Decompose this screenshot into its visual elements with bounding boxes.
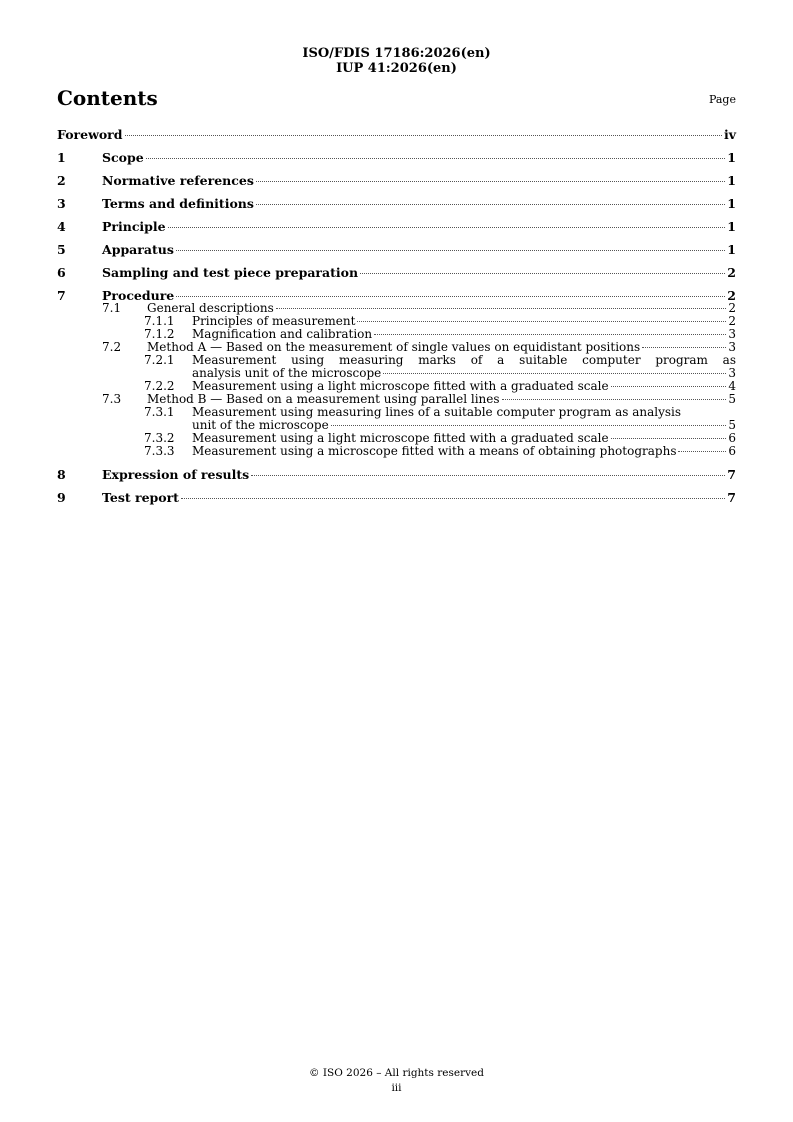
dot-leader	[276, 308, 727, 309]
toc-entry-number: 7.2.1	[144, 353, 175, 367]
toc-entry-page: 5	[728, 418, 736, 432]
toc-entry-page: 5	[728, 392, 736, 406]
toc-entry-page: iv	[723, 127, 736, 142]
toc-entry-title: Measurement using a microscope fitted with a means of obtaining photographs	[192, 444, 677, 458]
toc-entry-title: Measurement using a light microscope fitted with a graduated scale	[192, 431, 609, 445]
dot-leader	[256, 204, 725, 205]
toc-entry-page: 7	[727, 467, 736, 482]
toc-entry-2[interactable]	[57, 174, 736, 187]
toc-entry-3[interactable]	[57, 197, 736, 210]
toc-entry-foreword[interactable]	[57, 128, 736, 141]
toc-entry-title: Method B — Based on a measurement using parallel lines	[147, 392, 500, 406]
toc-entry-number: 8	[57, 467, 66, 482]
toc-entry-page: 1	[727, 242, 736, 257]
toc-entry-8[interactable]	[57, 468, 736, 481]
dot-leader	[176, 250, 725, 251]
toc-entry-page: 2	[728, 301, 736, 315]
dot-leader	[383, 373, 726, 374]
page-title: Contents	[57, 86, 158, 110]
toc-entry-title: Measurement using a light microscope fitted with a graduated scale	[192, 379, 609, 393]
table-of-contents	[57, 128, 736, 504]
dot-leader	[251, 475, 725, 476]
toc-entry-number: 7.1	[102, 301, 122, 315]
toc-entry-page: 1	[727, 196, 736, 211]
dot-leader	[331, 425, 727, 426]
toc-entry-title: Test report	[102, 490, 179, 505]
toc-entry-number: 7.3.3	[144, 444, 175, 458]
dot-leader	[502, 399, 727, 400]
toc-entry-title: Normative references	[102, 173, 254, 188]
toc-entry-title: Sampling and test piece preparation	[102, 265, 359, 280]
toc-entry-7-3-1[interactable]	[57, 406, 736, 432]
toc-entry-page: 3	[728, 340, 736, 354]
toc-entry-number: 4	[57, 219, 66, 234]
dot-leader	[146, 158, 726, 159]
document-id: ISO/FDIS 17186:2026(en)	[302, 46, 491, 61]
toc-entry-page: 2	[727, 288, 736, 303]
toc-entry-page: 6	[728, 444, 736, 458]
toc-entry-number: 7.1.2	[144, 327, 175, 341]
toc-entry-page: 1	[727, 173, 736, 188]
toc-entry-title: Principles of measurement	[192, 314, 356, 328]
dot-leader	[181, 498, 725, 499]
toc-entry-number: 7.2.2	[144, 379, 175, 393]
toc-entry-9[interactable]	[57, 491, 736, 504]
toc-entry-title: Measurement using measuring lines of a suitable computer program as analysis	[192, 405, 681, 419]
dot-leader	[360, 273, 725, 274]
toc-entry-title-continued: analysis unit of the microscope	[192, 366, 382, 380]
toc-entry-number: 7.1.1	[144, 314, 175, 328]
toc-entry-page: 1	[727, 150, 736, 165]
toc-entry-title-continued: unit of the microscope	[192, 418, 329, 432]
toc-entry-1[interactable]	[57, 151, 736, 164]
toc-entry-page: 6	[728, 431, 736, 445]
dot-leader	[176, 296, 725, 297]
page-column-label: Page	[708, 93, 736, 106]
toc-entry-6[interactable]	[57, 266, 736, 279]
toc-entry-number: 1	[57, 150, 66, 165]
toc-entry-page: 3	[728, 327, 736, 341]
toc-entry-title: Magnification and calibration	[192, 327, 373, 341]
toc-entry-number: 2	[57, 173, 66, 188]
toc-entry-number: 5	[57, 242, 66, 257]
toc-entry-number: 7.3	[102, 392, 122, 406]
copyright-notice: © ISO 2026 – All rights reserved	[309, 1067, 484, 1079]
dot-leader	[611, 386, 727, 387]
dot-leader	[678, 451, 726, 452]
dot-leader	[256, 181, 725, 182]
toc-entry-page: 2	[727, 265, 736, 280]
toc-entry-title: Terms and definitions	[102, 196, 254, 211]
toc-entry-number: 9	[57, 490, 66, 505]
toc-entry-page: 3	[728, 366, 736, 380]
toc-entry-title: Measurement using measuring marks of a suitable computer program as	[192, 353, 736, 367]
toc-entry-7-2-1[interactable]	[57, 354, 736, 380]
toc-entry-title: General descriptions	[147, 301, 274, 315]
toc-entry-page: 1	[727, 219, 736, 234]
toc-entry-title: Procedure	[102, 288, 175, 303]
toc-entry-title: Method A — Based on the measurement of single values on equidistant positions	[147, 340, 641, 354]
dot-leader	[168, 227, 726, 228]
toc-entry-title: Apparatus	[102, 242, 174, 257]
toc-entry-number: 7	[57, 288, 66, 303]
dot-leader	[642, 347, 726, 348]
toc-entry-number: 7.3.2	[144, 431, 175, 445]
toc-entry-page: 7	[727, 490, 736, 505]
page-number: iii	[391, 1082, 402, 1094]
toc-entry-title: Foreword	[57, 127, 123, 142]
toc-entry-title: Expression of results	[102, 467, 250, 482]
toc-entry-4[interactable]	[57, 220, 736, 233]
page-footer	[0, 1066, 793, 1096]
toc-entry-title: Principle	[102, 219, 166, 234]
dot-leader	[125, 135, 722, 136]
toc-entry-number: 3	[57, 196, 66, 211]
toc-entry-5[interactable]	[57, 243, 736, 256]
document-id-secondary: IUP 41:2026(en)	[336, 61, 457, 76]
dot-leader	[611, 438, 727, 439]
toc-entry-number: 7.3.1	[144, 405, 175, 419]
toc-entry-number: 6	[57, 265, 66, 280]
document-header	[0, 46, 793, 76]
toc-entry-title: Scope	[102, 150, 144, 165]
dot-leader	[357, 321, 726, 322]
toc-entry-7-3-3[interactable]	[57, 445, 736, 458]
toc-entry-page: 2	[728, 314, 736, 328]
toc-entry-number: 7.2	[102, 340, 122, 354]
toc-entry-page: 4	[728, 379, 736, 393]
dot-leader	[374, 334, 726, 335]
